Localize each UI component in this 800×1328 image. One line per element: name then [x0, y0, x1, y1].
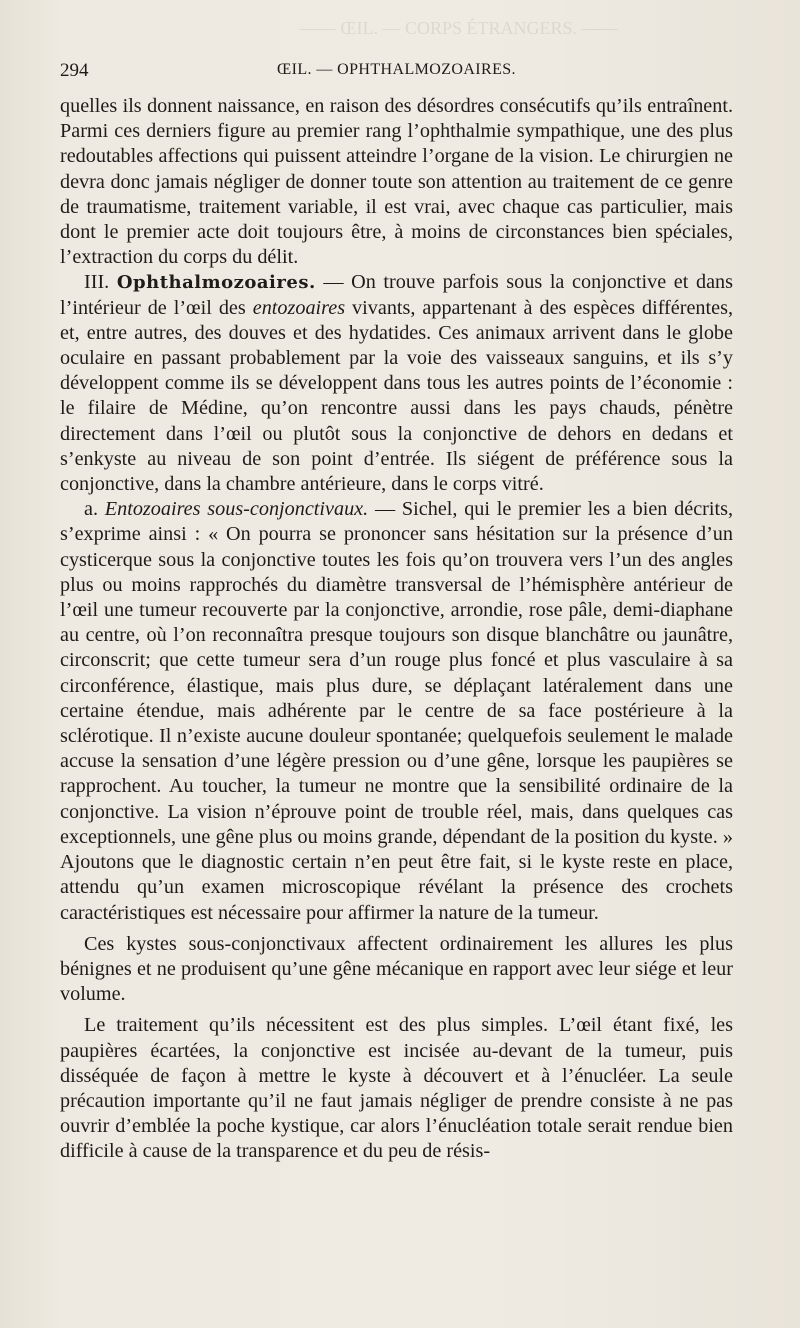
page-number: 294: [60, 60, 89, 81]
section-heading: Ophthalmozoaires.: [116, 272, 316, 294]
body-text: [60, 94, 733, 1165]
paragraph-kystes: Ces kystes sous-conjonctivaux affectent ordinairement les allures les plus bénignes et ne produisent qu’une gêne mécanique en rapport avec leur siége et leur volume.: [60, 932, 733, 1006]
paragraph-traitement: Le traitement qu’ils nécessitent est des plus simples. L’œil étant fixé, les paupières écartées, la conjonctive est incisée au-devant de la tumeur, puis disséquée de façon à mettre le kyste à découvert et à l’énucléer. La seule précaution importante qu’il ne faut jamais négliger de prendre consiste à ne pas ouvrir d’emblée la poche kystique, car alors l’énucléation totale serait rendue bien difficile à cause de la transparence et du peu de résis-: [60, 1014, 733, 1163]
paragraph-continuation: quelles ils donnent naissance, en raison des désordres consécutifs qu’ils entraînent. Parmi ces derniers figure au premier rang l’ophthalmie sympathique, une des plus redoutables affections qui puissent atteindre l’organe de la vision. Le chirurgien ne devra donc jamais négliger de donner toute son attention au traitement de ce genre de traumatisme, traitement variable, il est vrai, avec chaque cas particulier, mais dont le premier acte doit toujours être, à moins de circonstances bien spéciales, l’extraction du corps du délit.: [60, 95, 733, 269]
subsection-letter: a.: [84, 498, 99, 521]
italic-term: entozoaires: [252, 296, 346, 319]
section-number: III.: [84, 271, 110, 294]
show-through-text: —— ŒIL. — CORPS ÉTRANGERS. ——: [300, 18, 618, 38]
paragraph-sous-conjonctivaux: a. Entozoaires sous-conjonctivaux. — Sichel, qui le premier les a bien décrits, s’exprime ainsi : « On pourra se prononcer sans hésitation sur la présence d’un cysticerque sous la conjonctive toutes les fois qu’on trouvera vers l’un des angles plus ou moins rapprochés du diamètre transversal de l’hémisphère antérieur de l’œil une tumeur recouverte par la conjonctive, arrondie, rose pâle, demi-diaphane au centre, où l’on reconnaîtra presque toujours son disque blanchâtre ou jaunâtre, circonscrit; que cette tumeur sera d’un rouge plus foncé et plus vasculaire à sa circonférence, élastique, mais plus dure, se déplaçant latéralement dans une certaine étendue, mais adhérente par le centre de sa face postérieure à la sclérotique. Il n’existe aucune douleur spontanée; quelquefois seulement le malade accuse la sensation d’une légère pression ou d’une gêne, lorsque les paupières se rapprochent. Au toucher, la tumeur ne montre que la sensibilité ordinaire de la conjonctive. La vision n’éprouve point de trouble réel, mais, dans quelques cas exceptionnels, une gêne plus ou moins grande, dépendant de la position du kyste. » Ajoutons que le diagnostic certain n’en peut être fait, si le kyste reste en place, attendu qu’un examen microscopique révélant la présence des crochets caractéristiques est nécessaire pour affirmer la nature de la tumeur.: [60, 498, 734, 924]
page-header: [60, 60, 733, 88]
running-title: ŒIL. — OPHTHALMOZOAIRES.: [277, 61, 516, 78]
paragraph-ophthalmozoaires: III. Ophthalmozoaires. — On trouve parfois sous la conjonctive et dans l’intérieur de l’œil des entozoaires vivants, appartenant à des espèces différentes, et, entre autres, des douves et des hydatides. Ces animaux arrivent dans le globe oculaire en passant probablement par la voie des vaisseaux sanguins, et ils s’y développent comme ils se développent dans tous les autres points de l’économie : le filaire de Médine, qu’on rencontre aussi dans les pays chauds, pénètre directement dans l’œil ou plutôt sous la conjonctive de dehors en dedans et s’enkyste au niveau de son point d’entrée. Ils siégent de préférence sous la conjonctive, dans la chambre antérieure, dans le corps vitré.: [60, 271, 733, 496]
subsection-heading: Entozoaires sous-conjonctivaux.: [104, 498, 369, 521]
